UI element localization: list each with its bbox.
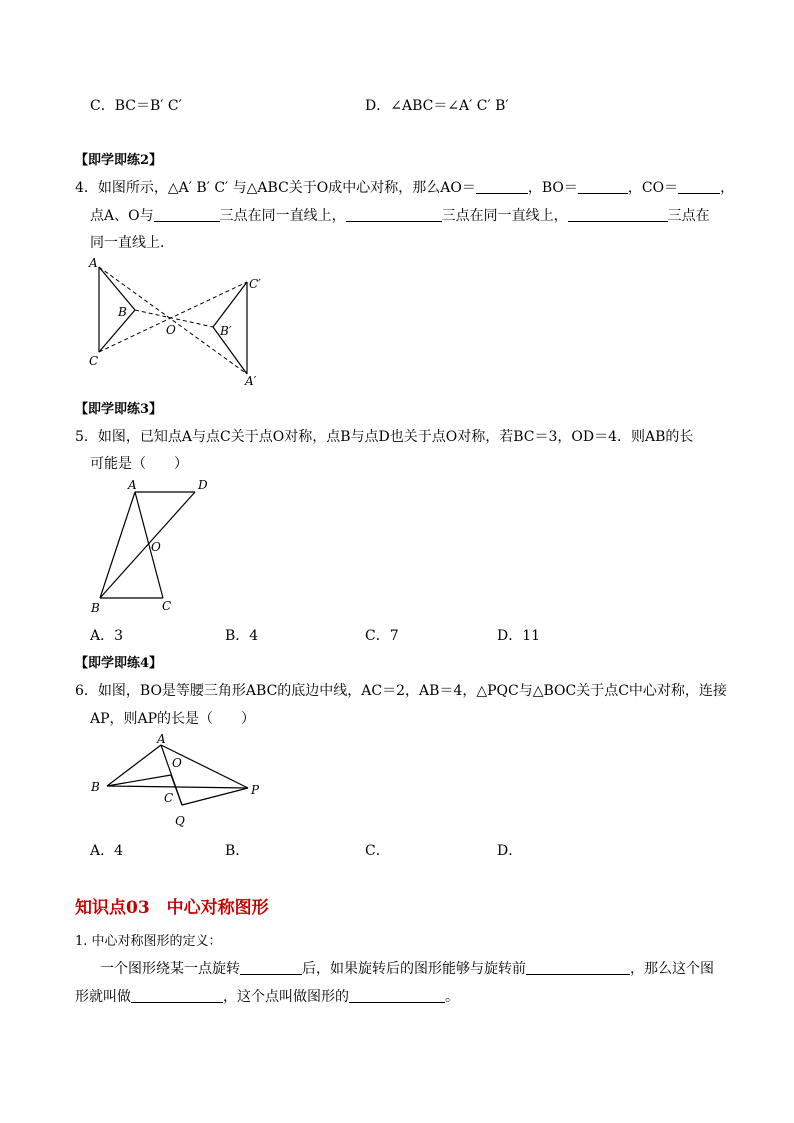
def-blank-4[interactable]: [349, 988, 445, 1003]
q5-option-a[interactable]: A．3: [90, 628, 124, 644]
q4-line2: 点A、O与 三点在同一直线上， 三点在同一直线上， 三点在: [90, 208, 710, 224]
q6-option-c[interactable]: C．: [365, 843, 390, 859]
q4-label-a-prime: A′: [245, 374, 257, 388]
q5-option-c[interactable]: C．7: [365, 628, 399, 644]
def-blank-3[interactable]: [131, 988, 223, 1003]
q5-label-a: A: [128, 478, 137, 492]
q5-line1: 5．如图，已知点A与点C关于点O对称，点B与点D也关于点O对称，若BC＝3，OD＝4．则AB的长: [75, 429, 694, 445]
q6-label-q: Q: [175, 814, 185, 828]
q6-option-b[interactable]: B．: [225, 843, 250, 859]
q6-line1: 6．如图，BO是等腰三角形ABC的底边中线，AC＝2，AB＝4，△PQC与△BOC关于点C中心对称，连接: [75, 683, 727, 699]
section-title: 知识点03 中心对称图形: [75, 898, 269, 918]
q5-label-d: D: [198, 478, 208, 492]
q5-line2: 可能是（ ）: [90, 456, 188, 472]
q5-option-d[interactable]: D．11: [497, 628, 541, 644]
definition-line2: 形就叫做 ，这个点叫做图形的 。: [75, 989, 459, 1005]
q3-option-d: D．∠ABC＝∠A′ C′ B′: [365, 98, 509, 114]
q4-blank-1[interactable]: [154, 207, 220, 222]
q4-figure: [80, 252, 280, 392]
q6-label-p: P: [251, 783, 260, 797]
q6-label-o: O: [172, 756, 182, 770]
q4-label-b: B: [118, 305, 127, 319]
q4-label-a: A: [89, 256, 98, 270]
practice-tag-4: 【即学即练4】: [75, 656, 163, 671]
practice-tag-3: 【即学即练3】: [75, 402, 163, 417]
practice-tag-2: 【即学即练2】: [75, 153, 163, 168]
q4-line1: 4．如图所示，△A′ B′ C′ 与△ABC关于O成中心对称，那么AO＝ ，BO＝ ，CO＝ ，: [75, 180, 735, 196]
q6-label-c: C: [164, 791, 174, 805]
definition-heading: 1. 中心对称图形的定义：: [75, 934, 222, 949]
q4-label-b-prime: B′: [220, 324, 232, 338]
definition-line1: 一个图形绕某一点旋转 后，如果旋转后的图形能够与旋转前 ，那么这个图: [100, 961, 714, 977]
def-blank-1[interactable]: [240, 960, 302, 975]
q6-label-b: B: [91, 780, 100, 794]
q5-option-b[interactable]: B．4: [225, 628, 259, 644]
q4-line3: 同一直线上．: [90, 235, 174, 251]
q3-option-c: C．BC＝B′ C′: [90, 98, 182, 114]
q5-label-o: O: [151, 540, 161, 554]
q6-label-a: A: [157, 732, 166, 746]
q4-label-o: O: [166, 323, 176, 337]
q6-figure: [85, 730, 275, 832]
q4-blank-3[interactable]: [568, 207, 668, 222]
q4-label-c-prime: C′: [249, 277, 261, 291]
q5-label-c: C: [162, 599, 172, 613]
q4-blank-co[interactable]: [678, 179, 720, 194]
q6-option-d[interactable]: D．: [497, 843, 523, 859]
q4-blank-bo[interactable]: [578, 179, 628, 194]
q6-line2: AP，则AP的长是（ ）: [90, 711, 256, 727]
q5-label-b: B: [91, 601, 100, 615]
q4-label-c: C: [89, 354, 99, 368]
q5-figure: [85, 476, 225, 616]
q4-blank-ao[interactable]: [476, 179, 528, 194]
q4-blank-2[interactable]: [346, 207, 442, 222]
q6-option-a[interactable]: A．4: [90, 843, 124, 859]
def-blank-2[interactable]: [526, 960, 630, 975]
